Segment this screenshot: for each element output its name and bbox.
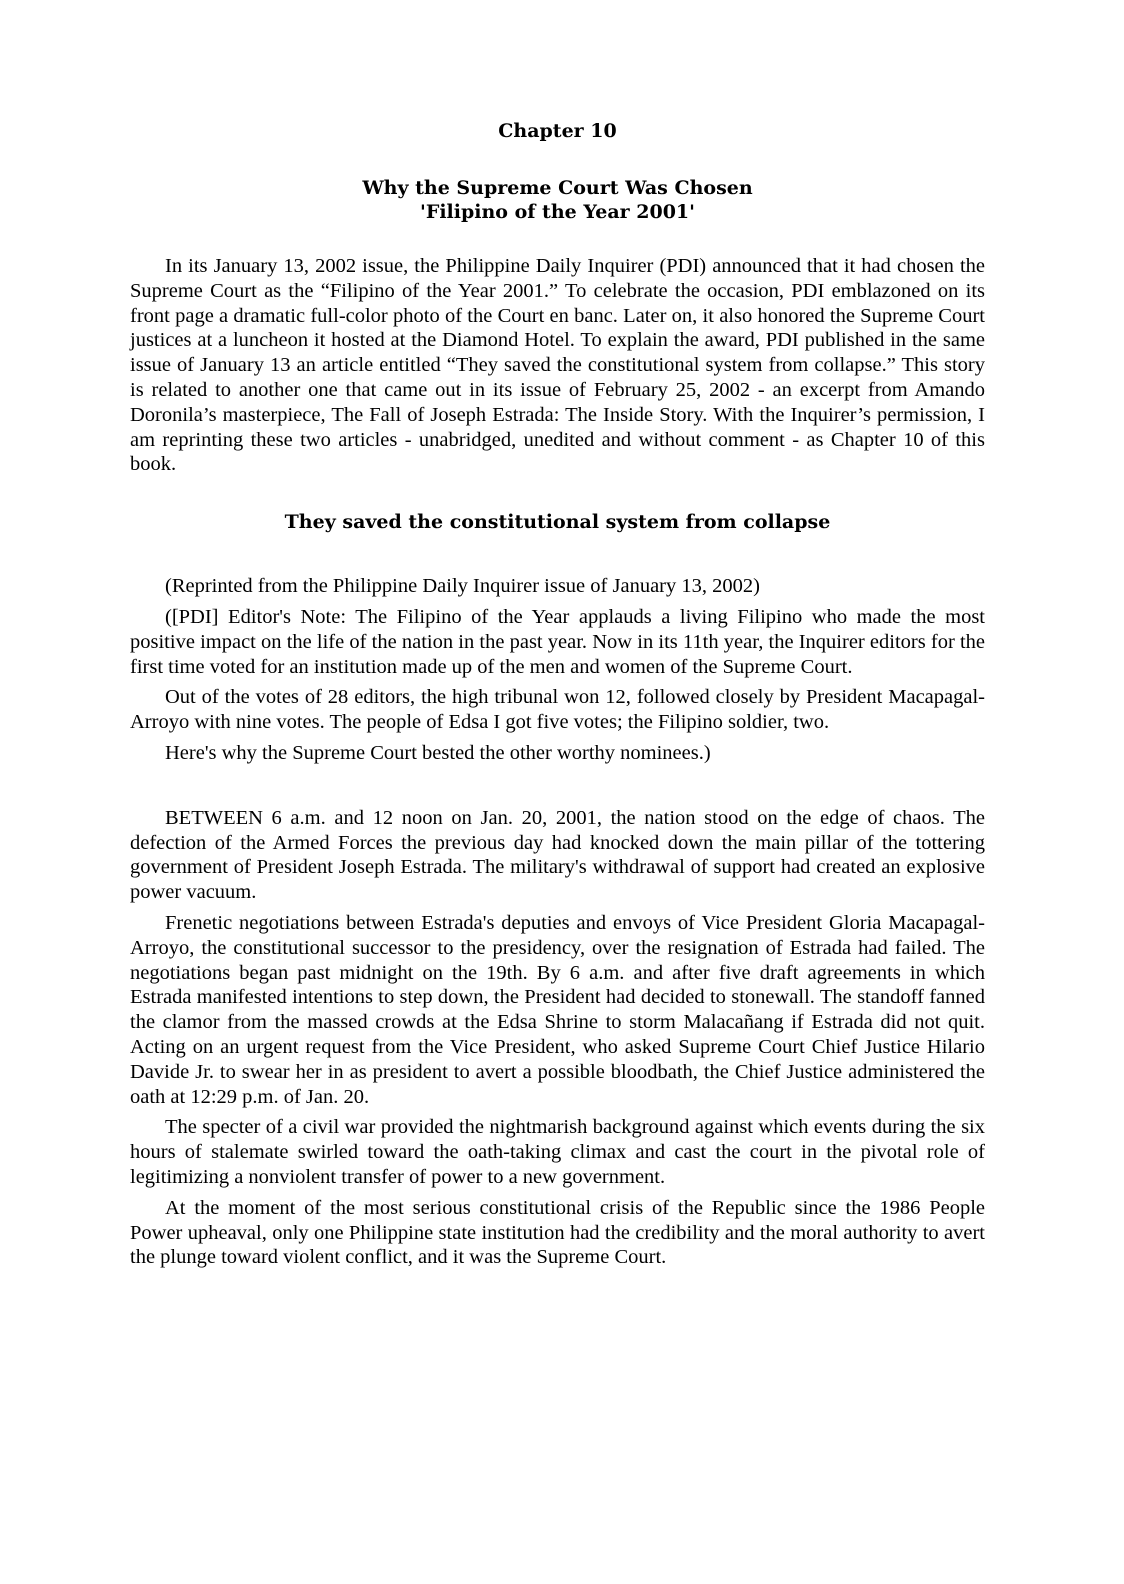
chapter-title-line-1: Why the Supreme Court Was Chosen — [362, 177, 753, 199]
chapter-title-line-2: 'Filipino of the Year 2001' — [420, 201, 695, 223]
editors-note-paragraph: Here's why the Supreme Court bested the other worthy nominees.) — [165, 741, 711, 764]
document-page — [130, 108, 985, 1270]
body-paragraph: The specter of a civil war provided the nightmarish background against which events during the six hours of stalemate swirled toward the oath-taking climax and cast the court in the pivotal role of legitimizing a nonviolent transfer of power to a new government. — [130, 1116, 985, 1188]
chapter-label: Chapter 10 — [498, 120, 617, 142]
article-heading: They saved the constitutional system from collapse — [284, 511, 831, 534]
editors-note-paragraph: Out of the votes of 28 editors, the high tribunal won 12, followed closely by President Macapagal-Arroyo with nine votes. The people of Edsa I got five votes; the Filipino soldier, two. — [130, 686, 985, 734]
intro-paragraph: In its January 13, 2002 issue, the Philippine Daily Inquirer (PDI) announced that it had chosen the Supreme Court as the “Filipino of the Year 2001.” To celebrate the occasion, PDI emblazoned on its front page a dramatic full-color photo of the Court en banc. Later on, it also honored the Supreme Court justices at a luncheon it hosted at the Diamond Hotel. To explain the award, PDI published in the same issue of January 13 an article entitled “They saved the constitutional system from collapse.” This story is related to another one that came out in its issue of February 25, 2002 - an excerpt from Amando Doronila’s masterpiece, The Fall of Joseph Estrada: The Inside Story. With the Inquirer’s permission, I am reprinting these two articles - unabridged, unedited and without comment - as Chapter 10 of this book. — [130, 255, 985, 476]
chapter-title — [130, 176, 985, 224]
body-paragraph: At the moment of the most serious constitutional crisis of the Republic since the 1986 People Power upheaval, only one Philippine state institution had the credibility and the moral authority to avert the plunge toward violent conflict, and it was the Supreme Court. — [130, 1196, 985, 1269]
body-paragraph: BETWEEN 6 a.m. and 12 noon on Jan. 20, 2001, the nation stood on the edge of chaos. The defection of the Armed Forces the previous day had knocked down the main pillar of the tottering government of President Joseph Estrada. The military's withdrawal of support had created an explosive power vacuum. — [130, 806, 985, 904]
editors-note-paragraph: ([PDI] Editor's Note: The Filipino of the Year applauds a living Filipino who made the most positive impact on the life of the nation in the past year. Now in its 11th year, the Inquirer editors for the first time voted for an institution made up of the men and women of the Supreme Court. — [130, 605, 985, 678]
reprint-note: (Reprinted from the Philippine Daily Inquirer issue of January 13, 2002) — [165, 575, 760, 598]
body-paragraph: Frenetic negotiations between Estrada's deputies and envoys of Vice President Gloria Macapagal-Arroyo, the constitutional successor to the presidency, over the resignation of Estrada had failed. The negotiations began past midnight on the 19th. By 6 a.m. and after five draft agreements in which Estrada manifested intentions to step down, the President had decided to stonewall. The standoff fanned the clamor from the massed crowds at the Edsa Shrine to storm Malacañang if Estrada did not quit. Acting on an urgent request from the Vice President, who asked Supreme Court Chief Justice Hilario Davide Jr. to swear her in as president to avert a possible bloodbath, the Chief Justice administered the oath at 12:29 p.m. of Jan. 20. — [130, 911, 985, 1108]
